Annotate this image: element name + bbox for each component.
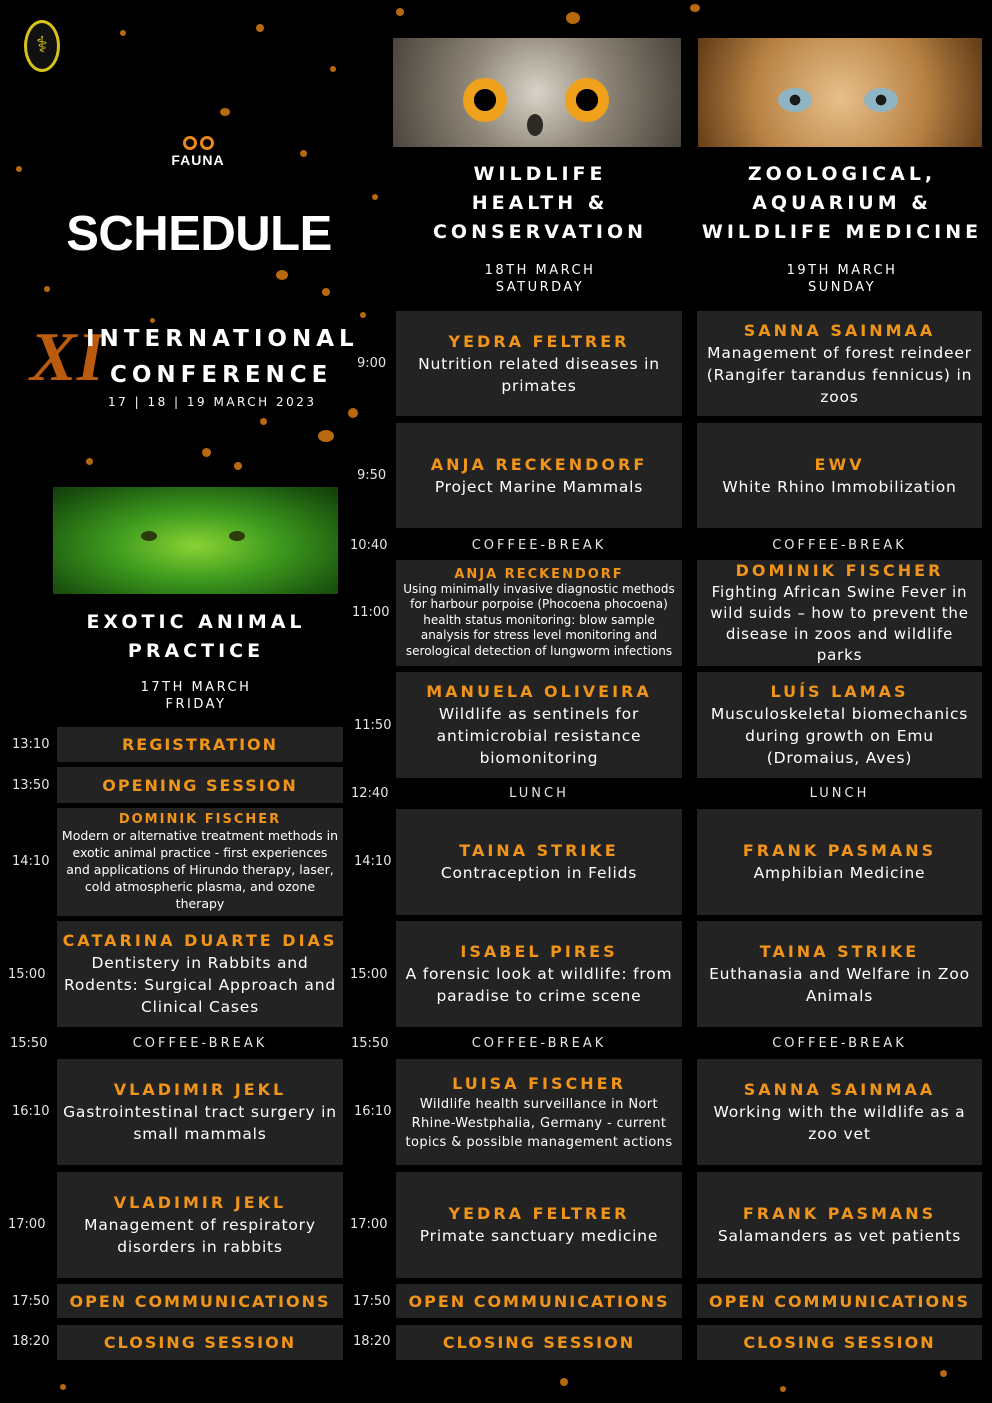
time-label: 10:40 bbox=[350, 538, 388, 553]
time-label: 15:50 bbox=[10, 1036, 48, 1051]
wildlife-column-date bbox=[390, 262, 690, 296]
conference-dates: 17 | 18 | 19 MARCH 2023 bbox=[108, 395, 317, 409]
talk-title: Working with the wildlife as a zoo vet bbox=[713, 1103, 966, 1143]
zoo-title-line: WILDLIFE MEDICINE bbox=[701, 221, 983, 243]
edition-numeral: XI bbox=[30, 319, 104, 396]
fauna-logo bbox=[150, 136, 246, 168]
coffee-break-label: COFFEE-BREAK bbox=[772, 1036, 907, 1051]
speaker-name: FRANK PASMANS bbox=[742, 1204, 937, 1223]
date-line: 19TH MARCH bbox=[786, 263, 898, 278]
talk-slot bbox=[57, 1172, 343, 1278]
closing-session-slot bbox=[697, 1325, 982, 1360]
zoo-title-line: ZOOLOGICAL, bbox=[747, 163, 937, 185]
talk-title: Wildlife as sentinels for antimicrobial resistance biomonitoring bbox=[436, 705, 642, 767]
time-label: 14:10 bbox=[12, 854, 50, 869]
talk-slot bbox=[57, 808, 343, 916]
talk-slot bbox=[57, 1059, 343, 1165]
wildlife-title-line: CONSERVATION bbox=[432, 221, 648, 243]
time-label: 13:10 bbox=[12, 737, 50, 752]
speaker-name: YEDRA FELTRER bbox=[448, 1204, 630, 1223]
brand-name: FAUNA bbox=[171, 152, 225, 168]
talk-slot bbox=[697, 311, 982, 416]
closing-session-slot bbox=[396, 1325, 682, 1360]
talk-title: Modern or alternative treatment methods in exotic animal practice - first experiences and applications of Hirundo therapy, laser, cold atmospheric plasma, and ozone therapy bbox=[61, 828, 339, 911]
date-line: 17TH MARCH bbox=[140, 680, 252, 695]
speaker-name: LUISA FISCHER bbox=[452, 1073, 626, 1093]
exotic-title-line: EXOTIC ANIMAL bbox=[86, 611, 306, 633]
time-label: 11:00 bbox=[352, 605, 390, 620]
talk-slot bbox=[697, 1172, 982, 1278]
speaker-name: TAINA STRIKE bbox=[459, 841, 619, 860]
talk-title: Contraception in Felids bbox=[440, 864, 638, 882]
time-label: 15:50 bbox=[351, 1036, 389, 1051]
talk-slot bbox=[697, 672, 982, 778]
talk-slot bbox=[697, 560, 982, 666]
wildlife-title-line: WILDLIFE bbox=[473, 163, 607, 185]
speaker-name: EWV bbox=[814, 454, 865, 474]
day-line: FRIDAY bbox=[165, 697, 227, 712]
closing-session-label: CLOSING SESSION bbox=[743, 1333, 936, 1352]
speaker-name: LUÍS LAMAS bbox=[770, 682, 909, 701]
exotic-title-line: PRACTICE bbox=[127, 640, 265, 662]
society-logo bbox=[24, 20, 60, 72]
talk-title: Using minimally invasive diagnostic methods for harbour porpoise (Phocoena phocoena) health status monitoring: blow sample analysis for stress level monitoring and serological detection of lungworm infections bbox=[403, 581, 675, 658]
talk-title: Wildlife health surveillance in Nort Rhine-Westphalia, Germany - current topics & possible management actions bbox=[405, 1096, 673, 1150]
time-label: 11:50 bbox=[354, 718, 392, 733]
talk-slot bbox=[697, 809, 982, 915]
time-label: 14:10 bbox=[354, 854, 392, 869]
talk-title: Dentistery in Rabbits and Rodents: Surgical Approach and Clinical Cases bbox=[64, 954, 336, 1016]
closing-session-slot bbox=[57, 1325, 343, 1360]
time-label: 13:50 bbox=[12, 778, 50, 793]
coffee-break-label: COFFEE-BREAK bbox=[471, 538, 607, 553]
coffee-break-label: COFFEE-BREAK bbox=[132, 1036, 268, 1051]
exotic-column-title bbox=[46, 608, 346, 666]
speaker-name: SANNA SAINMAA bbox=[743, 1080, 936, 1099]
talk-title: Fighting African Swine Fever in wild suids – how to prevent the disease in zoos and wildlife parks bbox=[710, 583, 969, 664]
closing-session-label: CLOSING SESSION bbox=[103, 1333, 297, 1352]
owl-eyes-icon bbox=[150, 136, 246, 150]
speaker-name: SANNA SAINMAA bbox=[743, 320, 936, 340]
speaker-name: ANJA RECKENDORF bbox=[430, 454, 648, 474]
speaker-name: TAINA STRIKE bbox=[759, 942, 920, 961]
time-label: 17:00 bbox=[8, 1217, 46, 1232]
date-line: 18TH MARCH bbox=[484, 263, 596, 278]
speaker-name: VLADIMIR JEKL bbox=[113, 1193, 287, 1212]
talk-slot bbox=[396, 423, 682, 528]
talk-slot bbox=[396, 1059, 682, 1165]
talk-slot bbox=[396, 1172, 682, 1278]
open-communications-label: OPEN COMMUNICATIONS bbox=[69, 1291, 331, 1311]
talk-title: Nutrition related diseases in primates bbox=[418, 354, 660, 395]
talk-slot bbox=[396, 809, 682, 915]
talk-title: White Rhino Immobilization bbox=[722, 477, 957, 496]
time-label: 16:10 bbox=[12, 1104, 50, 1119]
time-label: 9:50 bbox=[357, 468, 387, 483]
time-label: 15:00 bbox=[350, 967, 388, 982]
conference-line-2: CONFERENCE bbox=[110, 362, 333, 388]
wildlife-title-line: HEALTH & bbox=[471, 192, 609, 214]
talk-slot bbox=[697, 921, 982, 1027]
snake-photo bbox=[53, 487, 338, 594]
exotic-column-date bbox=[46, 679, 346, 713]
time-label: 17:00 bbox=[350, 1217, 388, 1232]
page-title: SCHEDULE bbox=[66, 207, 332, 261]
speaker-name: ANJA RECKENDORF bbox=[454, 566, 624, 582]
time-label: 15:00 bbox=[8, 967, 46, 982]
open-communications-slot bbox=[697, 1284, 982, 1318]
talk-title: Gastrointestinal tract surgery in small mammals bbox=[63, 1103, 337, 1143]
lunch-label: LUNCH bbox=[809, 786, 870, 801]
opening-session-label: OPENING SESSION bbox=[102, 775, 298, 795]
lunch-label: LUNCH bbox=[509, 786, 569, 801]
wildlife-column-title bbox=[390, 160, 690, 247]
speaker-name: YEDRA FELTRER bbox=[448, 331, 630, 351]
talk-title: Management of forest reindeer (Rangifer tarandus fennicus) in zoos bbox=[706, 343, 973, 406]
talk-title: Salamanders as vet patients bbox=[717, 1227, 962, 1245]
talk-title: Management of respiratory disorders in rabbits bbox=[84, 1216, 316, 1256]
closing-session-label: CLOSING SESSION bbox=[442, 1333, 636, 1352]
talk-title: Musculoskeletal biomechanics during growth on Emu (Dromaius, Aves) bbox=[710, 705, 969, 767]
time-label: 17:50 bbox=[12, 1294, 50, 1309]
opening-session-slot bbox=[57, 767, 343, 803]
talk-slot bbox=[396, 560, 682, 666]
time-label: 18:20 bbox=[12, 1334, 50, 1349]
talk-title: Project Marine Mammals bbox=[434, 477, 644, 496]
coffee-break-label: COFFEE-BREAK bbox=[772, 538, 907, 553]
talk-slot bbox=[396, 921, 682, 1027]
open-communications-slot bbox=[57, 1284, 343, 1318]
speaker-name: CATARINA DUARTE DIAS bbox=[62, 931, 338, 950]
day-line: SATURDAY bbox=[495, 280, 585, 295]
speaker-name: MANUELA OLIVEIRA bbox=[426, 682, 652, 701]
talk-title: Primate sanctuary medicine bbox=[419, 1227, 659, 1245]
talk-slot bbox=[396, 311, 682, 416]
talk-slot bbox=[697, 423, 982, 528]
time-label: 18:20 bbox=[353, 1334, 391, 1349]
leopard-photo bbox=[698, 38, 982, 147]
zoo-column-date bbox=[692, 262, 992, 296]
open-communications-slot bbox=[396, 1284, 682, 1318]
registration-slot bbox=[57, 727, 343, 762]
time-label: 12:40 bbox=[351, 786, 389, 801]
talk-title: A forensic look at wildlife: from paradise to crime scene bbox=[405, 965, 673, 1005]
talk-slot bbox=[697, 1059, 982, 1165]
zoo-column-title bbox=[692, 160, 992, 247]
coffee-break-label: COFFEE-BREAK bbox=[471, 1036, 607, 1051]
speaker-name: DOMINIK FISCHER bbox=[735, 561, 944, 580]
time-label: 16:10 bbox=[354, 1104, 392, 1119]
speaker-name: DOMINIK FISCHER bbox=[118, 812, 282, 827]
registration-label: REGISTRATION bbox=[121, 735, 279, 754]
speaker-name: ISABEL PIRES bbox=[460, 942, 618, 961]
open-communications-label: OPEN COMMUNICATIONS bbox=[408, 1291, 670, 1311]
day-line: SUNDAY bbox=[807, 280, 877, 295]
talk-title: Euthanasia and Welfare in Zoo Animals bbox=[709, 965, 970, 1005]
time-label: 9:00 bbox=[357, 356, 387, 371]
owl-photo bbox=[393, 38, 681, 147]
talk-slot bbox=[396, 672, 682, 778]
speaker-name: VLADIMIR JEKL bbox=[113, 1080, 287, 1099]
time-label: 17:50 bbox=[353, 1294, 391, 1309]
conference-line-1: INTERNATIONAL bbox=[86, 326, 359, 352]
talk-slot bbox=[57, 921, 343, 1027]
speaker-name: FRANK PASMANS bbox=[742, 841, 937, 860]
caduceus-icon: ⚕ bbox=[36, 33, 48, 58]
open-communications-label: OPEN COMMUNICATIONS bbox=[708, 1291, 970, 1311]
talk-title: Amphibian Medicine bbox=[753, 864, 926, 882]
zoo-title-line: AQUARIUM & bbox=[752, 192, 932, 214]
